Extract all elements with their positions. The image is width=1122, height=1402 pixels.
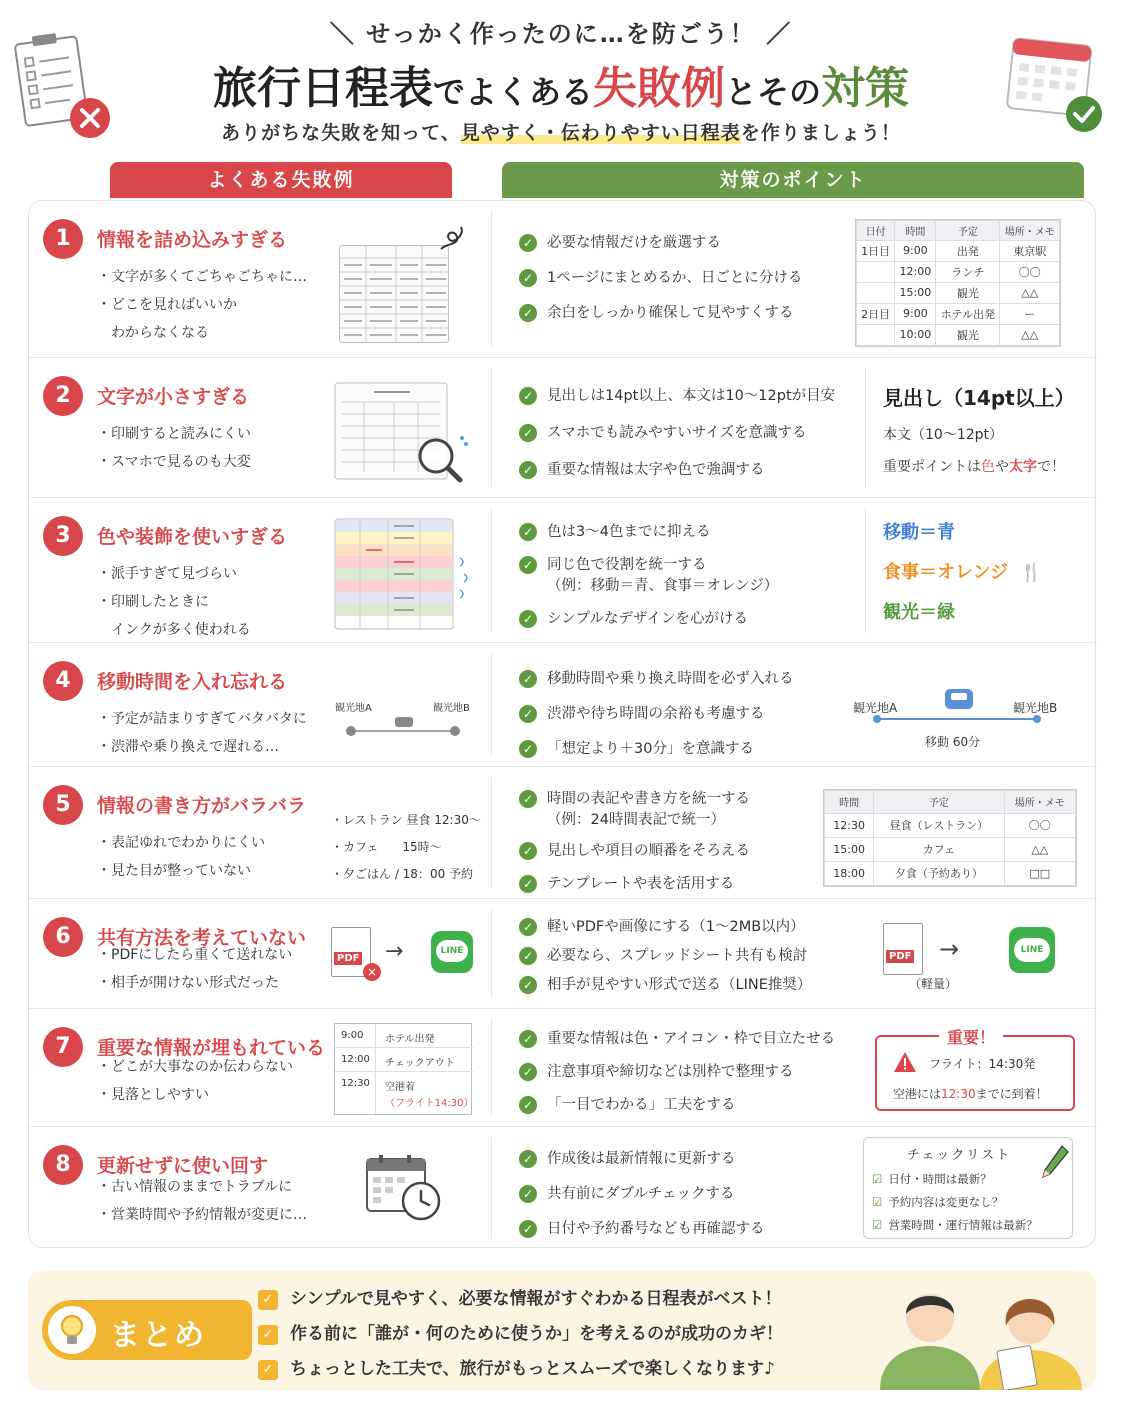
check-icon: ✓ (519, 523, 537, 541)
row-5 (29, 767, 1097, 899)
check-icon: ✓ (519, 1030, 537, 1048)
fail-title: 移動時間を入れ忘れる (97, 671, 288, 693)
checklist-item (872, 1168, 1038, 1191)
alert-line2-part: 空港には (893, 1087, 942, 1101)
solution-item (519, 607, 778, 628)
check-icon: ✓ (519, 875, 537, 893)
solution-text: 必要なら、スプレッドシート共有も検討 (547, 948, 808, 964)
summary-text: 作る前に「誰が・何のために使うか」を考えるのが成功のカギ！ (290, 1324, 783, 1344)
solution-item (519, 520, 778, 541)
checklist-item (872, 1214, 1038, 1237)
check-icon: ✓ (519, 670, 537, 688)
check-icon: ✓ (258, 1325, 278, 1345)
small-text-magnifier-icon (334, 382, 474, 486)
check-icon: ✓ (519, 461, 537, 479)
table-row: 10:00 観光 △△ (857, 324, 1060, 345)
solution-list (519, 1147, 765, 1238)
fail-item: ・営業時間や予約情報が変更に… (97, 1207, 307, 1223)
check-icon: ✓ (519, 424, 537, 442)
solution-item (519, 702, 794, 723)
table-header: 場所・メモ (1000, 221, 1060, 241)
solution-text: 重要な情報は色・アイコン・枠で目立たせる (547, 1031, 836, 1047)
mixed-item: ・夕ごはん / 18：00 予約 (331, 867, 474, 881)
page-header (0, 0, 1122, 160)
check-icon: ✓ (519, 269, 537, 287)
checklist-items (872, 1168, 1038, 1237)
solution-item (519, 266, 802, 287)
legend-food-label: 食事＝オレンジ (883, 562, 1009, 583)
sample-emph-color: 色 (981, 459, 995, 475)
route-time: 移動 60分 (925, 735, 981, 749)
row-8 (29, 1127, 1097, 1249)
solution-text: スマホでも読みやすいサイズを意識する (547, 425, 807, 441)
row-number: 8 (43, 1145, 83, 1185)
mixed-item: ・レストラン 昼食 12:30〜 (331, 813, 481, 827)
table-row: 15:00 カフェ △△ (825, 837, 1076, 861)
solution-item (519, 301, 802, 322)
checklist-item (872, 1191, 1038, 1214)
fail-list (97, 705, 307, 761)
solution-item (519, 839, 750, 860)
fail-item: ・見落としやすい (97, 1087, 209, 1103)
summary-item (258, 1352, 783, 1387)
row-number: 6 (43, 917, 83, 957)
solution-text: 同じ色で役割を統一する (547, 557, 707, 573)
checklist-text: 営業時間・運行情報は最新？ (888, 1218, 1038, 1232)
solution-list (519, 384, 835, 479)
route-car-icon (869, 683, 1049, 723)
fail-list (97, 1173, 307, 1229)
solution-item (519, 458, 835, 479)
clipboard-x-icon (12, 30, 112, 140)
fail-item: ・スマホで見るのも大変 (97, 454, 251, 470)
mini-text: 空港着 (385, 1082, 415, 1093)
table-row: 12:30 昼食（レストラン） 〇〇 (825, 813, 1076, 837)
check-icon: ✓ (519, 842, 537, 860)
check-icon: ✓ (519, 790, 537, 808)
fail-title: 色や装飾を使いすぎる (97, 526, 288, 548)
checkbox-icon: ☑ (872, 1172, 883, 1186)
legend-sightseeing: 観光＝緑 (883, 602, 955, 623)
light-pdf-icon (883, 923, 923, 975)
line-label: LINE (436, 940, 468, 962)
people-illustration (850, 1260, 1090, 1390)
title-part-5: 対策 (821, 63, 910, 114)
solution-text: 必要な情報だけを厳選する (547, 235, 721, 251)
fail-item: ・相手が開けない形式だった (97, 975, 279, 991)
solution-text: 余白をしっかり確保して見やすくする (547, 305, 794, 321)
fail-item: ・派手すぎて見づらい (97, 566, 237, 582)
warning-icon (893, 1051, 917, 1073)
pdf-label: PDF (886, 950, 914, 963)
row-number: 2 (43, 376, 83, 416)
check-icon: ✓ (519, 705, 537, 723)
check-icon: ✓ (519, 976, 537, 994)
solution-text: 見出しや項目の順番をそろえる (547, 843, 750, 859)
checklist-text: 予約内容は変更なし？ (888, 1195, 1004, 1209)
uniform-schedule-table (823, 789, 1077, 887)
sample-body: 本文（10〜12pt） (883, 427, 1004, 443)
mini-time: 12:00 (341, 1054, 370, 1065)
lightbulb-icon (48, 1306, 96, 1354)
check-icon: ✓ (519, 1220, 537, 1238)
solution-text: 重要な情報は太字や色で強調する (547, 462, 765, 478)
checklist-card (863, 1137, 1073, 1239)
table-row: 1日目 9:00 出発 東京駅 (857, 240, 1060, 261)
row-6 (29, 899, 1097, 1009)
solution-item (519, 421, 835, 442)
solution-text: 渋滞や待ち時間の余裕も考慮する (547, 706, 765, 722)
solution-text: 1ページにまとめるか、日ごとに分ける (547, 270, 803, 286)
check-icon: ✓ (519, 1150, 537, 1168)
check-icon: ✓ (519, 740, 537, 758)
solution-item (519, 1093, 835, 1114)
buried-info-illustration (334, 1023, 472, 1115)
summary-label: まとめ (110, 1318, 206, 1353)
fail-list (97, 263, 307, 347)
solution-item (519, 1027, 835, 1048)
summary-text: シンプルで見やすく、必要な情報がすぐわかる日程表がベスト！ (290, 1289, 782, 1309)
table-row: 12:00 ランチ 〇〇 (857, 261, 1060, 282)
subtitle-part-3: を作りましょう！ (740, 122, 901, 144)
mini-route-b: 観光地B (433, 703, 470, 714)
alert-line2-part: までに到着！ (975, 1087, 1048, 1101)
mini-note: （フライト14:30） (385, 1098, 474, 1109)
solution-column-header: 対策のポイント (502, 162, 1084, 198)
subtitle-highlight: 見やすく・伝わりやすい日程表 (460, 122, 741, 144)
row-2 (29, 358, 1097, 498)
solution-text: 相手が見やすい形式で送る（LINE推奨） (547, 977, 812, 993)
summary-section (28, 1270, 1096, 1390)
solution-item (519, 737, 794, 758)
subtitle-part-1: ありがちな失敗を知って、 (221, 122, 461, 144)
scribble-icon (437, 223, 467, 253)
check-icon: ✓ (519, 610, 537, 628)
solution-item (519, 973, 811, 994)
row-number: 5 (43, 785, 83, 825)
fail-list (97, 420, 251, 476)
table-header: 予定 (874, 791, 1004, 814)
mini-text: チェックアウト (385, 1058, 455, 1069)
row-3 (29, 498, 1097, 643)
fail-item: ・表記ゆれでわかりにくい (97, 835, 265, 851)
row-number: 1 (43, 219, 83, 259)
row-number: 3 (43, 516, 83, 556)
solution-subtext: （例：移動＝青、食事＝オレンジ） (547, 578, 779, 594)
check-icon: ✓ (519, 947, 537, 965)
check-icon: ✓ (519, 1096, 537, 1114)
sample-emphasis (883, 456, 1065, 476)
important-alert-box (875, 1028, 1075, 1111)
table-row: 2日目 9:00 ホテル出発 ー (857, 303, 1060, 324)
solution-item (519, 915, 811, 936)
checklist-text: 日付・時間は最新？ (888, 1172, 992, 1186)
title-part-2: でよくある (432, 73, 593, 111)
table-header: 場所・メモ (1004, 791, 1075, 814)
solution-text: 「一目でわかる」工夫をする (547, 1097, 736, 1113)
fail-title: 共有方法を考えていない (97, 927, 307, 949)
solution-text: 共有前にダブルチェックする (547, 1186, 735, 1202)
calendar-clock-icon (365, 1153, 445, 1223)
mixed-item: ・カフェ 15時〜 (331, 840, 442, 854)
solution-item (519, 667, 794, 688)
solution-item (519, 1147, 765, 1168)
line-label: LINE (1014, 938, 1050, 962)
mini-row (335, 1024, 473, 1048)
check-icon: ✓ (519, 556, 537, 574)
fail-title: 情報を詰め込みすぎる (97, 229, 288, 251)
fail-item: ・どこが大事なのか伝わらない (97, 1059, 293, 1075)
solution-text: 「想定より＋30分」を意識する (547, 741, 754, 757)
solution-item (519, 944, 811, 965)
crowded-table-illustration (339, 245, 449, 343)
arrow-right-icon: → (385, 939, 404, 964)
row-number: 7 (43, 1027, 83, 1067)
table-header: 時間 (895, 221, 936, 241)
mini-time: 9:00 (341, 1030, 364, 1041)
colorful-table-illustration (334, 518, 480, 630)
check-icon: ✓ (519, 918, 537, 936)
fail-item: ・古い情報のままでトラブルに (97, 1179, 293, 1195)
fail-list (97, 829, 265, 885)
route-b: 観光地B (1013, 701, 1058, 715)
summary-item (258, 1282, 783, 1317)
solution-text: 軽いPDFや画像にする（1〜2MB以内） (547, 919, 805, 935)
fail-list (97, 941, 292, 997)
check-icon: ✓ (258, 1360, 278, 1380)
check-icon: ✓ (519, 1185, 537, 1203)
arrow-right-icon: → (939, 935, 960, 963)
solution-text: 注意事項や締切などは別枠で整理する (547, 1064, 794, 1080)
sample-emph-part: で！ (1037, 459, 1065, 475)
solution-text: 時間の表記や書き方を統一する (547, 791, 750, 807)
clean-schedule-table (855, 219, 1061, 347)
solution-text: 見出しは14pt以上、本文は10〜12ptが目安 (547, 388, 836, 404)
solution-item (519, 553, 778, 595)
row-1 (29, 201, 1097, 358)
fail-item: ・PDFにしたら重くて送れない (97, 947, 293, 963)
summary-item (258, 1317, 783, 1352)
table-header: 日付 (857, 221, 895, 241)
fail-item: ・渋滞や乗り換えで遅れる… (97, 739, 279, 755)
mini-route-car-icon (339, 711, 467, 741)
check-icon: ✓ (519, 304, 537, 322)
summary-text: ちょっとした工夫で、旅行がもっとスムーズで楽しくなります♪ (290, 1359, 775, 1379)
legend-move: 移動＝青 (883, 522, 955, 543)
page-title (0, 52, 1122, 116)
legend-food (883, 558, 1043, 584)
sample-heading: 見出し（14pt以上） (883, 386, 1075, 410)
row-4 (29, 643, 1097, 767)
fail-item: ・見た目が整っていない (97, 863, 251, 879)
mini-time: 12:30 (341, 1078, 370, 1089)
table-row: 15:00 観光 △△ (857, 282, 1060, 303)
row-7 (29, 1009, 1097, 1127)
table-row: 18:00 夕食（予約あり） □□ (825, 861, 1076, 885)
summary-badge (42, 1300, 252, 1360)
line-app-icon (431, 931, 473, 973)
check-icon: ✓ (258, 1290, 278, 1310)
solution-item (519, 231, 802, 252)
fail-item: ・どこを見ればいいか (97, 297, 237, 313)
line-app-icon (1009, 927, 1055, 973)
title-part-3: 失敗例 (593, 63, 725, 114)
alert-time: 12:30 (941, 1087, 976, 1101)
table-header: 時間 (825, 791, 874, 814)
fail-item: ・印刷すると読みにくい (97, 426, 251, 442)
mixed-notation-list (331, 807, 489, 888)
pdf-label: PDF (334, 952, 362, 965)
solution-item (519, 1060, 835, 1081)
fail-item: ・文字が多くてごちゃごちゃに… (97, 269, 307, 285)
error-x-icon: × (363, 963, 381, 981)
checkbox-icon: ☑ (872, 1218, 883, 1232)
alert-line2 (893, 1085, 1048, 1102)
solution-list (519, 520, 778, 628)
light-label: （軽量） (909, 977, 958, 991)
solution-list (519, 231, 802, 322)
fail-list (97, 1053, 293, 1109)
solution-subtext: （例：24時間表記で統一） (547, 812, 725, 828)
sample-emph-part: 重要ポイントは (883, 459, 981, 475)
fail-title: 重要な情報が埋もれている (97, 1037, 326, 1059)
fail-item: インクが多く使われる (97, 622, 251, 638)
summary-list (258, 1282, 783, 1387)
mini-row (335, 1072, 473, 1116)
check-icon: ✓ (519, 234, 537, 252)
checkbox-icon: ☑ (872, 1195, 883, 1209)
check-icon: ✓ (519, 387, 537, 405)
title-part-4: とその (725, 73, 822, 111)
fail-item: ・印刷したときに (97, 594, 209, 610)
solution-text: 移動時間や乗り換え時間を必ず入れる (547, 671, 794, 687)
solution-item (519, 1182, 765, 1203)
solution-list (519, 915, 811, 994)
solution-item (519, 384, 835, 405)
row-number: 4 (43, 661, 83, 701)
mini-row (335, 1048, 473, 1072)
fail-item: わからなくなる (97, 325, 209, 341)
page-subtitle (0, 118, 1122, 145)
alert-title: 重要！ (939, 1025, 1003, 1048)
fail-item: ・予定が詰まりすぎてバタバタに (97, 711, 307, 727)
main-card (28, 200, 1096, 1248)
sample-emph-part: や (995, 459, 1009, 475)
route-a: 観光地A (853, 701, 898, 715)
fail-title: 文字が小さすぎる (97, 386, 250, 408)
solution-list (519, 787, 750, 893)
fail-title: 情報の書き方がバラバラ (97, 795, 307, 817)
checklist-title: チェックリスト (906, 1148, 1012, 1163)
fail-list (97, 560, 251, 644)
solution-text: 色は3〜4色までに抑える (547, 524, 711, 540)
page-kicker: ＼ せっかく作ったのに…を防ごう！ ／ (329, 20, 793, 48)
calendar-check-icon (1004, 34, 1104, 134)
solution-item (519, 872, 750, 893)
solution-list (519, 1027, 835, 1114)
table-header: 予定 (936, 221, 1000, 241)
fork-knife-icon: 🍴 (1020, 562, 1043, 583)
solution-text: 日付や予約番号なども再確認する (547, 1221, 765, 1237)
mini-text: ホテル出発 (385, 1034, 435, 1045)
solution-item (519, 1217, 765, 1238)
solution-list (519, 667, 794, 758)
solution-text: 作成後は最新情報に更新する (547, 1151, 736, 1167)
solution-text: テンプレートや表を活用する (547, 876, 735, 892)
mini-route-a: 観光地A (335, 703, 372, 714)
fail-column-header: よくある失敗例 (110, 162, 452, 198)
pencil-icon (1040, 1144, 1070, 1180)
check-icon: ✓ (519, 1063, 537, 1081)
alert-line1: フライト：14:30発 (929, 1057, 1036, 1071)
fail-title: 更新せずに使い回す (97, 1155, 269, 1177)
sample-emph-bold: 太字 (1009, 459, 1037, 475)
solution-item (519, 787, 750, 829)
solution-text: シンプルなデザインを心がける (547, 611, 749, 627)
title-part-1: 旅行日程表 (212, 63, 433, 114)
